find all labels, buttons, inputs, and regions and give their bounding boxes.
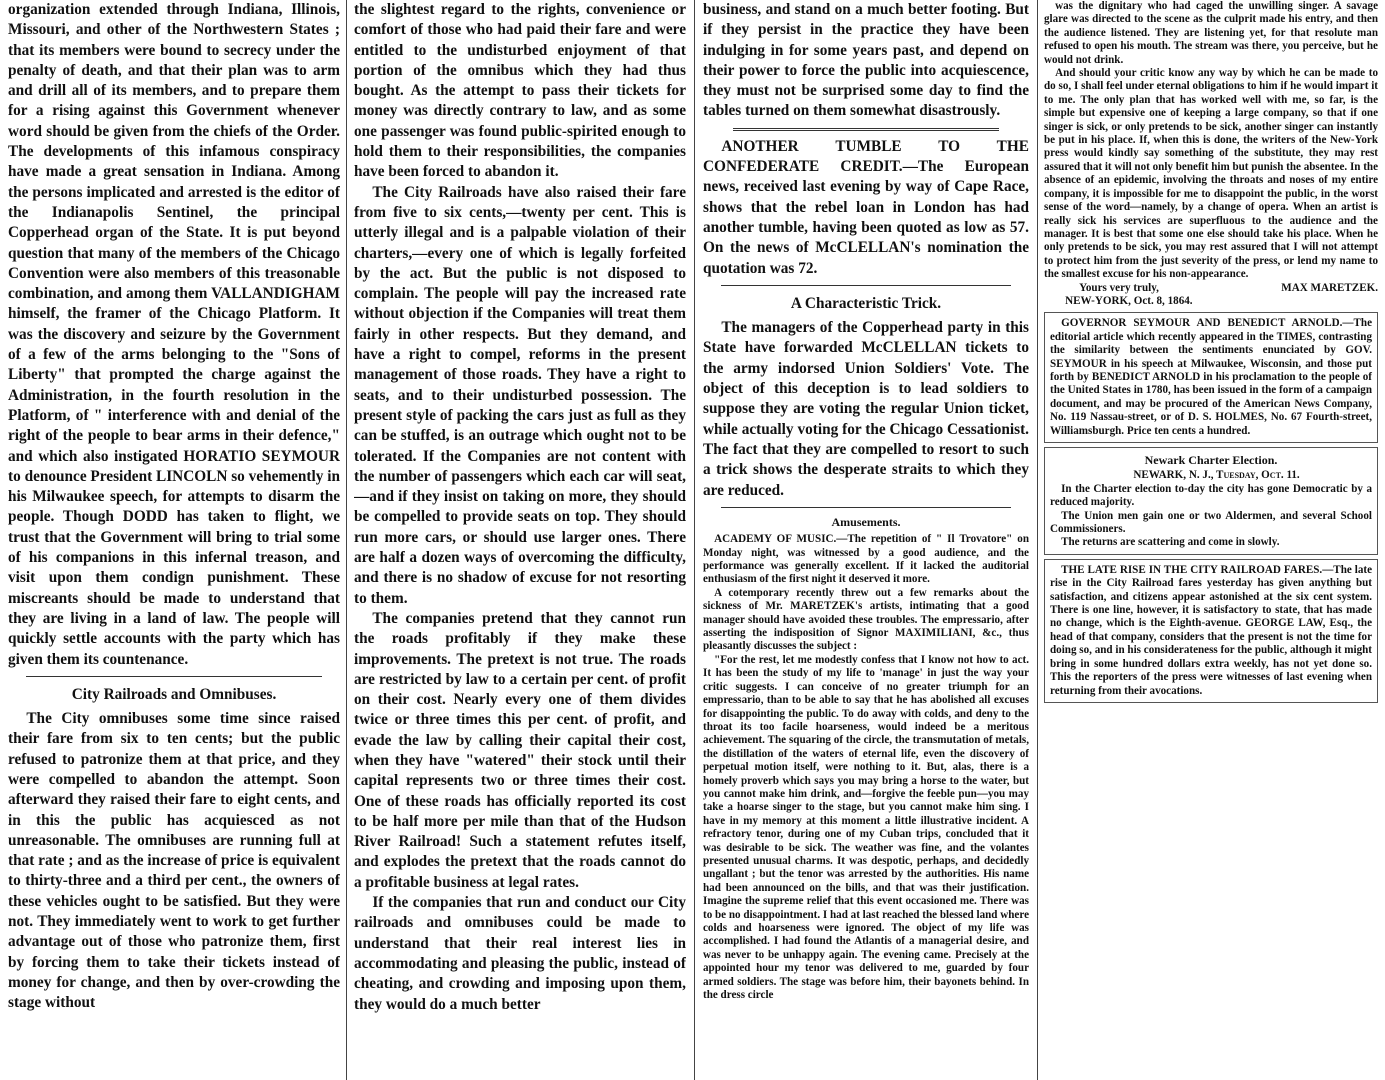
real-interest-paragraph: If the companies that run and conduct our City railroads and omnibuses could be made to understand that their real interest lies in accommodating and pleasing the public, instead of cheating, and crowding and imposing upon them, they would do a much better (354, 894, 686, 1013)
newark-heading: Newark Charter Election. (1144, 453, 1278, 467)
section-divider (721, 507, 1011, 508)
confederate-credit-item (703, 137, 1029, 279)
newark-paragraph: The Union men gain one or two Aldermen, and several School Commissioners. (1050, 509, 1372, 536)
maretzek-letter-continued: was the dignitary who had caged the unwilling singer. A savage glare was directed to the scene as the culprit made his entry, and then the audience listened. They are listening yet, for that resolute man refused to open his mouth. The stream was there, you perceive, but he would not drink. (1044, 0, 1378, 66)
column-rule-3 (1037, 0, 1038, 1080)
fare-rise-title: THE LATE RISE IN THE CITY RAILROAD FARES. (1061, 563, 1323, 576)
fare-rise-box (1044, 559, 1378, 703)
seymour-arnold-title: GOVERNOR SEYMOUR AND BENEDICT ARNOLD. (1061, 317, 1343, 330)
seymour-arnold-box (1044, 312, 1378, 443)
newark-dateline: NEWARK, N. J., Tuesday, Oct. 11. (1133, 469, 1300, 482)
signature-name: MAX MARETZEK. (1281, 281, 1378, 294)
section-divider (733, 128, 999, 131)
signature-salutation: Yours very truly, (1079, 281, 1159, 294)
omnibus-article-paragraph: The City omnibuses some time since raised their fare from six to ten cents; but the public refused to patronize them at that price, and they were compelled to abandon the attempt. Soon afterward they raised their fare to eight cents, and in this the public has acquiesced as not unreasonable. The omnibuses are running full at that rate ; and as the increase of price is equivalent to thirty-three and a third per cent., the owners of these vehicles ought to be satisfied. But they were not. They immediately went to work to get further advantage out of those who patronize them, first by forcing them to take their tickets instead of money for change, and then by over-crowding the stage without (8, 710, 340, 1012)
trick-article-body: The managers of the Copperhead party in this State have forwarded McCLELLAN tickets to the army indorsed Union Soldiers' Vote. The object of this deception is to lead soldiers to suppose they are voting the regular Union ticket, while actually voting for the Chicago Cessationist. The fact that they are compelled to resort to such a trick shows the desperate straits to which they are reduced. (703, 319, 1029, 499)
column-4 (1044, 0, 1378, 1080)
column-1 (8, 0, 340, 1080)
seymour-arnold-item (1050, 317, 1372, 438)
column-3 (703, 0, 1029, 1080)
maretzek-remarks-paragraph: A cotemporary recently threw out a few remarks about the sickness of Mr. MARETZEK's artists, intimating that a good manager should have avoided these troubles. The empressario, after asserting the indisposition of Signor MAXIMILIANI, &c., thus pleasantly discusses the subject : (703, 586, 1029, 653)
confederate-credit-title: ANOTHER TUMBLE TO THE CONFEDERATE CREDIT. (703, 137, 1029, 176)
newark-box (1044, 447, 1378, 555)
amusements-heading: Amusements. (831, 514, 901, 529)
column-rule-2 (694, 0, 695, 1080)
column-rule-1 (346, 0, 347, 1080)
conspiracy-article-end: organization extended through Indiana, Illinois, Missouri, and other of the Northwestern States ; that its members were bound to secrecy under the penalty of death, and that their plan was to arm and drill all of its members, and to prepare them for a rising against this Government whenever word should be given from the chiefs of the Order. The developments of this infamous conspiracy have made a great sensation in Indiana. Among the persons implicated and arrested is the editor of the Indianapolis Sentinel, the principal Copperhead organ of the State. It is put beyond question that many of the members of the Chicago Convention were also members of this treasonable combination, and among them VALLANDIGHAM himself, the framer of the Chicago Platform. It was the discovery and seizure by the Government of a few of the arms belonging to the "Sons of Liberty" that prompted the charge against the Administration, in the fourth resolution in the Platform, of " interference with and denial of the right of the people to bear arms in their defence," and which also instigated HORATIO SEYMOUR to denounce President LINCOLN so vehemently in his Milwaukee speech, for attempts to disarm the people. Though DODD has taken to flight, we trust that the Government will bring to trial some of his companions in this infernal treason, and visit upon them condign punishment. These miscreants should be made to understand that they are living in a land of law. The people will quickly settle accounts with the party which has given them its countenance. (8, 1, 340, 668)
railroad-article-conclusion: business, and stand on a much better footing. But if they persist in the practice they have been indulging in for some years past, and depend on their power to force the public into acquiescence, they must not be surprised some day to find the tables turned on them somewhat disastrously. (703, 1, 1029, 120)
letter-signature (1044, 282, 1378, 295)
omnibus-article-heading: City Railroads and Omnibuses. (71, 685, 277, 703)
profit-pretext-paragraph: The companies pretend that they cannot run the roads profitably if they make these improvements. The pretext is not true. The roads are restricted by law to a certain per cent. of profit on their cost. Nearly every one of them divides twice or three times this per cent. of profit, and evade the law by calling their capital their cost, when they have "watered" their stock until their capital represents two or three times their cost. One of these roads has officially reported its cost to be half more per mile than that of the Hudson River Railroad! Such a statement refutes itself, and explodes the pretext that the roads cannot do a profitable business at legal rates. (354, 609, 686, 891)
confederate-credit-body: —The European news, received last evening by way of Cape Race, shows that the rebel loan in London has had another tumble, having been quoted as low as 57. On the news of McCLELLAN's nomination the quotation was 72. (703, 158, 1029, 277)
section-divider (721, 285, 1011, 286)
letter-place-date: NEW-YORK, Oct. 8, 1864. (1065, 294, 1193, 307)
section-divider (26, 676, 322, 677)
trick-article-heading: A Characteristic Trick. (790, 294, 942, 312)
fare-rise-body: —The late rise in the City Railroad fares yesterday has given anything but satisfaction, and citizens appear astonished at the six cent system. There is one line, however, it is satisfactory to state, that has made no change, which is the Eighth-avenue. GEORGE LAW, Esq., the head of that company, considers that the present is not the time for doing so, and in his considerateness for the public, although it might bring in some hundred dollars extra weekly, has not yet done so. This the reporters of the press were witnesses of last evening when returning from their avocations. (1050, 563, 1373, 697)
academy-of-music-paragraph: ACADEMY OF MUSIC.—The repetition of " Il Trovatore" on Monday night, was witnessed by a good audience, and the performance was generally excellent. If it lacked the auditorial enthusiasm of the first night it deserved it more. (703, 533, 1029, 586)
newark-paragraph: In the Charter election to-day the city has gone Democratic by a reduced majority. (1050, 482, 1372, 509)
column-2 (354, 0, 686, 1080)
maretzek-letter-paragraph: "For the rest, let me modestly confess that I know not how to act. It has been the study of my life to 'manage' in just the way your critic suggests. I can conceive of no greater triumph for an empressario, than to be able to say that he has abolished all excuses for disappointing the public. To do away with colds, and deny to the throat its too facile hoarseness, would indeed be a meritous achievement. The squaring of the circle, the transmutation of metals, the distillation of the waters of eternal life, even the discovery of perpetual motion itself, were nothing to it. But, alas, there is a homely proverb which says you may bring a horse to the water, but you cannot make him drink, and—forgive the feeble pun—you may take a hoarse singer to the stage, but you cannot make him sing. I have in my memory at this moment a little illustrative incident. A refractory tenor, during one of my Cuban trips, concluded that it was desirable to be sick. The weather was fine, and the volantes presented unusual charms. It was despotic, perhaps, and decidedly ungallant ; but the tenor was arrested by the authorities. His name had been announced on the bills, and that was their justification. Imagine the supreme relief that this event occasioned me. There was to be no disappointment. I had at last reached the blessed land where colds and hoarseness were ignored. The object of my life was accomplished. I had found the Atlantis of a managerial desire, and was never to be unhappy again. The evening came. Precisely at the appointed hour my tenor was delivered to me, guarded by four armed soldiers. The stage was before him, their bayonets behind. In the dress circle (703, 653, 1029, 1002)
newark-paragraph: The returns are scattering and come in slowly. (1061, 536, 1280, 549)
omnibus-article-continued: the slightest regard to the rights, convenience or comfort of those who had paid their fare and were entitled to the undisturbed enjoyment of that portion of the omnibus which they had thus bought. As the attempt to pass their tickets for money was directly contrary to law, and as some one passenger was found public-spirited enough to hold them to their responsibilities, the companies have been forced to abandon it. (354, 1, 686, 181)
maretzek-letter-closing: And should your critic know any way by which he can be made to do so, I shall feel under eternal obligations to him if he would impart it to me. The only plan that has worked well with me, so far, is the simple but expensive one of keeping a large company, so that if one singer is sick, or only pretends to be sick, another singer can instantly be put in his place. If, when this is done, the writers of the New-York press would kindly say something of the substitute, they may rest assured that it will not only benefit him but punish the absentee. In the absence of an epidemic, involving the throats and noses of my entire company, it is impossible for me to disappoint the public, in the worst sense of the word—namely, by a change of opera. When an artist is really sick his services are superfluous to the audience and the manager. It is best that some one else should take his place. When he only pretends to be sick, you may rest assured that I will not attempt to protect him from the just severity of the press, or lend my name to the smallest excuse for his non-appearance. (1044, 67, 1378, 281)
seymour-arnold-body: —The editorial article which recently appeared in the TIMES, contrasting the similarity between the sentiments enunciated by GOV. SEYMOUR in his speech at Milwaukee, Wisconsin, and those put forth by BENEDICT ARNOLD in his proclamation to the people of the United States in 1780, has been issued in the form of a campaign document, and may be procured of the American News Company, No. 119 Nassau-street, or of D. S. HOLMES, No. 67 Fourth-street, Williamsburgh. Price ten cents a hundred. (1050, 317, 1372, 437)
railroad-fare-paragraph: The City Railroads have also raised their fare from five to six cents,—twenty per cent. This is utterly illegal and is a palpable violation of their charters,—every one of which is legally forfeited by the act. But the public is not disposed to complain. The people will pay the increased rate without objection if the Companies will treat them fairly in other respects. But they demand, and have a right to compel, reforms in the present management of those roads. They have a right to seats, and to their undisturbed possession. The present style of packing the cars just as full as they can be stuffed, is an outrage which ought not to be tolerated. If the Companies are not content with the number of passengers which each car will seat,—and if they insist on taking on more, they should be compelled to provide seats on top. They should run more cars, or should use larger ones. There are half a dozen ways of overcoming the difficulty, and there is no shadow of excuse for not resorting to them. (354, 183, 686, 607)
fare-rise-item (1050, 564, 1372, 698)
